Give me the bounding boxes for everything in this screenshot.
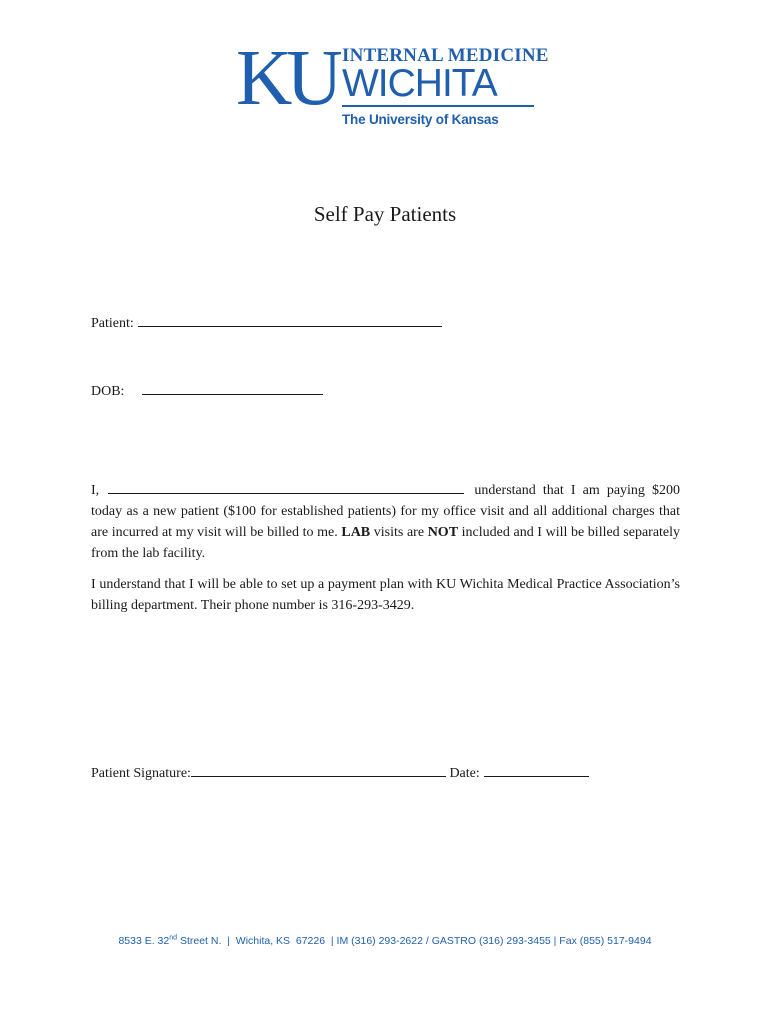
footer-contact-details: Street N. | Wichita, KS 67226 | IM (316) 293-2622 / GASTRO (316) 293-3455 | Fax (855) 517-9494 [179,935,652,947]
logo-university-of-kansas: The University of Kansas [342,112,499,127]
not-bold: NOT [427,525,459,540]
date-line[interactable] [484,764,589,777]
paragraph-start: I, [91,483,100,498]
logo-ku-mark: KU [236,32,337,122]
payment-plan-paragraph: I understand that I will be able to set up a payment plan with KU Wichita Medical Practice Association’s billing department. Their phone number is 316-293-3429. [91,577,680,613]
dob-line[interactable] [142,382,323,395]
signature-line[interactable] [191,764,446,777]
signature-field [91,764,589,783]
logo-divider [342,105,534,107]
footer-street-number: 8533 E. 32 [118,935,170,947]
paragraph-text-a: understand that I am paying $200 today as a new patient ($100 for established patients) for my office visit and all additional charges that are incurred at my visit will be billed to me. [91,483,680,540]
acknowledgement-paragraph [91,480,680,564]
patient-name-line[interactable] [138,314,442,327]
dob-label: DOB: [91,384,125,399]
patient-field [91,314,442,333]
signature-label: Patient Signature: [91,766,191,781]
logo-wichita: WICHITA [342,62,497,105]
page-title: Self Pay Patients [313,202,457,226]
paragraph-text-b: visits are [373,525,425,540]
footer-contact [0,934,770,948]
paragraph-text-c: included and I will be billed separately from the lab facility. [91,525,681,561]
ku-internal-medicine-logo [236,32,549,127]
date-label: Date: [449,766,480,781]
lab-bold: LAB [341,525,371,540]
logo-internal-medicine: INTERNAL MEDICINE [342,45,549,66]
footer-street-suffix: nd [169,934,178,942]
logo-text-block [342,45,549,129]
patient-label: Patient: [91,316,134,331]
dob-field [91,382,323,401]
acknowledgement-name-line[interactable] [108,481,464,494]
